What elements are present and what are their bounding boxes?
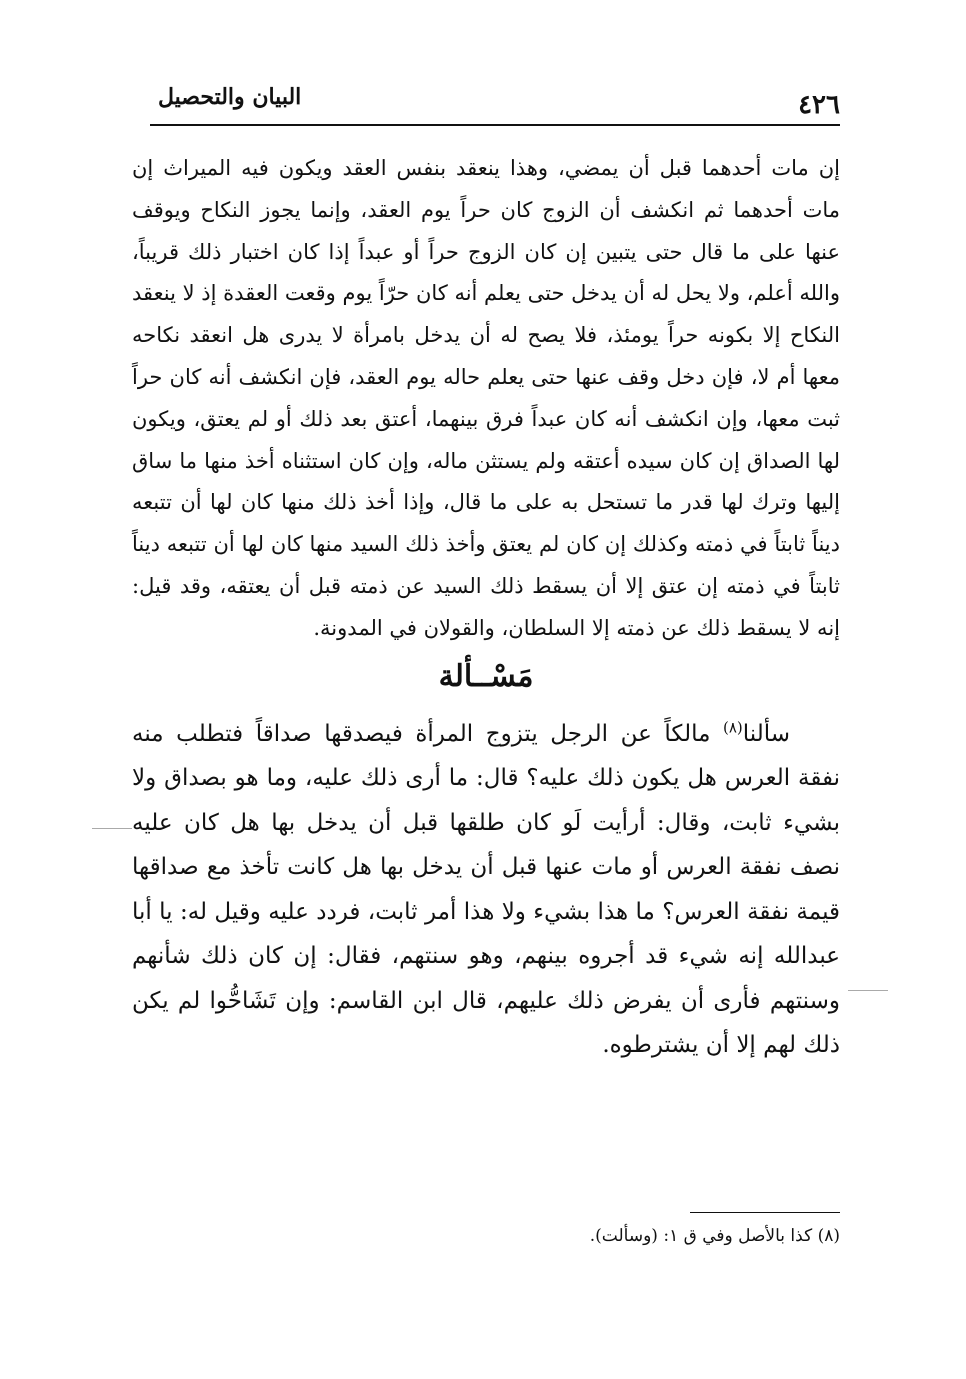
paragraph: إن مات أحدهما قبل أن يمضي، وهذا ينعقد بنفس العقد ويكون فيه الميراث إن مات أحدهما ثم انكشف أن الزوج كان حراً يوم العقد، وإنما يجوز النكاح ويوقف عنها على ما قال حتى يتبين إن كان الزوج حراً أو عبداً إذا كان اختبار ذلك قريباً، والله أعلم، ولا يحل له أن يدخل حتى يعلم أنه كان حرّاً يوم وقعت العقدة إذ لا ينعقد النكاح إلا بكونه حراً يومئذ، فلا يصح له أن يدخل بامرأة لا يدرى هل انعقد نكاحه معها أم لا، فإن دخل وقف عنها حتى يعلم حاله يوم العقد، فإن انكشف أنه كان حراً ثبت معها، وإن انكشف أنه كان عبداً فرق بينهما، أعتق بعد ذلك أو لم يعتق، ويكون لها الصداق إن كان سيده أعتقه ولم يستثن ماله، وإن كان استثناه أخذ منها ما ساق إليها وترك لها قدر ما تستحل به على ما قال، وإذا أخذ ذلك منها كان لها أن تتبعه ديناً ثابتاً في ذمته وكذلك إن كان لم يعتق وأخذ ذلك السيد منها كان لها أن تتبعه ديناً ثابتاً في ذمته إن عتق إلا أن يسقط ذلك السيد عن ذمته قبل أن يعتقه، وقد قيل: إنه لا يسقط ذلك عن ذمته إلا السلطان، والقولان في المدونة. xyxy=(132,156,840,640)
footnote-reference: (٨) xyxy=(722,717,743,736)
main-text xyxy=(132,148,840,1068)
footnote: (٨) كذا بالأصل وفي ق ١: (وسألت). xyxy=(589,1226,840,1246)
section-paragraph-start: سألنا xyxy=(742,720,790,747)
section-heading: مَسْــألة xyxy=(438,658,534,694)
margin-mark xyxy=(92,828,132,829)
footnote-divider xyxy=(690,1212,840,1213)
section-paragraph xyxy=(132,712,840,1068)
page-number: ٤٢٦ xyxy=(798,90,840,120)
margin-mark xyxy=(848,990,888,991)
page-header xyxy=(150,80,840,126)
section-paragraph-rest: مالكاً عن الرجل يتزوج المرأة فيصدقها صداقاً فتطلب منه نفقة العرس هل يكون ذلك عليه؟ قال: ما أرى ذلك عليه، وما هو بصداق ولا بشيء ثابت، وقال: أرأيت لَو كان طلقها قبل أن يدخل بها هل كان عليه نصف نفقة العرس أو مات عنها قبل أن يدخل بها هل كانت تأخذ مع صداقها قيمة نفقة العرس؟ ما هذا بشيء ولا هذا أمر ثابت، فردد عليه وقيل له: يا أبا عبدالله إنه شيء قد أجروه بينهم، وهو سنتهم، فقال: إن كان ذلك شأنهم وسنتهم فأرى أن يفرض ذلك عليهم، قال ابن القاسم: وإن تَشَاحُّوا لم يكن ذلك لهم إلا أن يشترطوه. xyxy=(132,720,840,1059)
running-title: البيان والتحصيل xyxy=(158,84,302,110)
